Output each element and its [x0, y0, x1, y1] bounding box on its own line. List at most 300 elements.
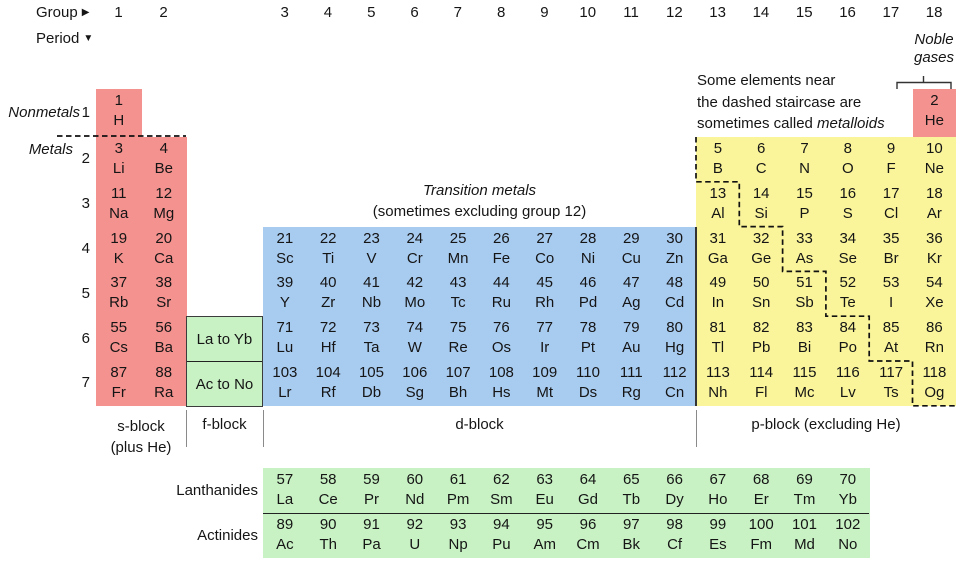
element-cell-ni — [566, 227, 610, 272]
atomic-number: 11 — [110, 184, 127, 202]
atomic-number: 56 — [155, 319, 173, 337]
element-symbol: Cs — [109, 339, 128, 357]
atomic-number: 67 — [709, 471, 727, 488]
element-symbol: Ir — [540, 339, 550, 357]
element-symbol: Ts — [883, 384, 899, 401]
element-cell-hg — [653, 316, 697, 361]
transition-metals-title: Transition metals — [422, 182, 537, 199]
atomic-number: 69 — [796, 471, 813, 488]
element-cell-sn — [739, 271, 783, 316]
atomic-number: 45 — [536, 274, 554, 292]
atomic-number: 102 — [835, 515, 861, 533]
element-cell-lr — [263, 361, 307, 406]
atomic-number: 39 — [276, 274, 294, 292]
element-symbol: Rb — [109, 294, 129, 312]
period-axis-text: Period — [36, 30, 80, 47]
element-cell-br — [869, 227, 913, 272]
element-cell-sm — [480, 468, 524, 513]
d-p-block-divider-line — [695, 227, 697, 407]
element-cell-dy — [653, 468, 697, 513]
atomic-number: 16 — [839, 184, 857, 202]
element-symbol: Hg — [664, 339, 685, 357]
element-cell-i — [869, 271, 913, 316]
atomic-number: 79 — [622, 319, 640, 337]
element-cell-ho — [696, 468, 740, 513]
element-symbol: U — [409, 535, 421, 553]
element-symbol: Cr — [406, 249, 423, 267]
element-symbol: Sn — [752, 294, 771, 312]
group-number-8: 8 — [496, 4, 506, 21]
atomic-number: 80 — [666, 319, 683, 337]
element-symbol: Pb — [752, 339, 771, 357]
element-symbol: Pa — [362, 535, 381, 553]
element-symbol: Cn — [664, 384, 685, 401]
atomic-number: 114 — [749, 364, 774, 381]
atomic-number: 48 — [666, 274, 683, 292]
element-symbol: Th — [319, 535, 337, 553]
element-cell-p — [783, 182, 827, 227]
element-cell-la — [263, 468, 307, 513]
group-number-6: 6 — [410, 4, 419, 21]
atomic-number: 73 — [363, 319, 380, 337]
element-symbol: Cf — [667, 535, 683, 553]
element-cell-rb — [96, 271, 142, 316]
atomic-number: 44 — [493, 274, 510, 292]
element-symbol: I — [889, 294, 894, 312]
atomic-number: 101 — [791, 515, 817, 533]
element-cell-nd — [393, 468, 437, 513]
atomic-number: 36 — [926, 229, 943, 247]
metals-label: Metals — [28, 141, 73, 158]
atomic-number: 115 — [792, 364, 817, 381]
atomic-number: 66 — [666, 471, 683, 488]
nonmetals-label: Nonmetals — [8, 104, 80, 121]
atomic-number: 98 — [666, 515, 683, 533]
element-cell-ta — [350, 316, 394, 361]
element-symbol: Ce — [318, 491, 338, 508]
element-cell-au — [609, 316, 653, 361]
atomic-number: 41 — [363, 274, 380, 292]
atomic-number: 51 — [796, 274, 813, 292]
element-symbol: Zn — [665, 249, 684, 267]
element-cell-cu — [609, 227, 653, 272]
atomic-number: 31 — [709, 229, 727, 247]
atomic-number: 103 — [272, 364, 298, 381]
element-cell-tc — [436, 271, 480, 316]
element-cell-te — [826, 271, 870, 316]
element-cell-al — [696, 182, 740, 227]
element-symbol: Mg — [153, 204, 175, 222]
atomic-number: 108 — [488, 364, 514, 381]
element-cell-ce — [306, 468, 350, 513]
group-number-2: 2 — [159, 4, 168, 21]
atomic-number: 64 — [579, 471, 597, 488]
element-symbol: Nd — [405, 491, 425, 508]
element-cell-lv — [826, 361, 870, 406]
atomic-number: 93 — [449, 515, 467, 533]
element-symbol: Sr — [156, 294, 172, 312]
element-cell-tl — [696, 316, 740, 361]
element-symbol: In — [711, 294, 725, 312]
element-cell-mg — [141, 182, 187, 227]
atomic-number: 116 — [835, 364, 860, 381]
element-symbol: O — [841, 160, 854, 177]
s-block-label-line2: (plus He) — [110, 439, 172, 456]
element-symbol: Cu — [621, 249, 641, 267]
element-symbol: Cl — [884, 204, 899, 222]
element-symbol: Re — [448, 339, 468, 357]
atomic-number: 62 — [493, 471, 510, 488]
element-cell-v — [350, 227, 394, 272]
atomic-number: 91 — [363, 515, 380, 533]
atomic-number: 77 — [536, 319, 554, 337]
atomic-number: 109 — [532, 364, 558, 381]
element-symbol: Yb — [838, 491, 857, 508]
element-cell-mt — [523, 361, 567, 406]
element-cell-na — [96, 182, 142, 227]
element-symbol: Os — [491, 339, 511, 357]
element-symbol: Te — [839, 294, 856, 312]
atomic-number: 112 — [662, 364, 687, 381]
element-cell-b — [696, 137, 740, 182]
element-cell-u — [393, 513, 437, 558]
group-number-13: 13 — [709, 4, 726, 21]
element-cell-eu — [523, 468, 567, 513]
element-symbol: Ne — [924, 160, 944, 177]
element-cell-n — [783, 137, 827, 182]
element-cell-s — [826, 182, 870, 227]
element-cell-cm — [566, 513, 610, 558]
element-symbol: W — [407, 339, 422, 357]
element-cell-se — [826, 227, 870, 272]
element-symbol: Si — [754, 204, 768, 222]
element-symbol: Ni — [580, 249, 596, 267]
period-down-arrow-icon: ▼ — [83, 33, 94, 44]
atomic-number: 15 — [796, 184, 813, 202]
element-cell-in — [696, 271, 740, 316]
atomic-number: 63 — [536, 471, 554, 488]
element-cell-kr — [913, 227, 957, 272]
element-cell-pb — [739, 316, 783, 361]
atomic-number: 85 — [882, 319, 900, 337]
atomic-number: 21 — [276, 229, 294, 247]
atomic-number: 96 — [579, 515, 597, 533]
atomic-number: 8 — [843, 140, 852, 157]
element-symbol: Pt — [580, 339, 596, 357]
period-number-3: 3 — [81, 195, 90, 213]
element-symbol: Sm — [490, 491, 513, 508]
atomic-number: 87 — [110, 364, 128, 381]
element-symbol: B — [712, 160, 723, 177]
element-cell-cn — [653, 361, 697, 406]
element-symbol: Og — [924, 384, 945, 401]
atomic-number: 106 — [402, 364, 428, 381]
atomic-number: 81 — [709, 319, 727, 337]
element-symbol: Fl — [754, 384, 768, 401]
element-symbol: Dy — [665, 491, 684, 508]
atomic-number: 22 — [319, 229, 337, 247]
element-cell-og — [913, 361, 957, 406]
atomic-number: 86 — [926, 319, 943, 337]
element-symbol: Pd — [578, 294, 598, 312]
metalloid-note-line3-prefix: sometimes called — [697, 115, 818, 132]
atomic-number: 57 — [276, 471, 294, 488]
element-cell-ra — [141, 361, 187, 406]
element-cell-zr — [306, 271, 350, 316]
element-cell-ca — [141, 227, 187, 272]
element-symbol: S — [842, 204, 853, 222]
element-cell-bh — [436, 361, 480, 406]
element-symbol: At — [883, 339, 899, 357]
element-cell-hs — [480, 361, 524, 406]
atomic-number: 30 — [666, 229, 683, 247]
atomic-number: 70 — [839, 471, 857, 488]
element-cell-md — [783, 513, 827, 558]
element-symbol: Bi — [797, 339, 812, 357]
metalloid-note-line1: Some elements near — [697, 72, 836, 89]
element-symbol: Rg — [621, 384, 641, 401]
element-cell-mc — [783, 361, 827, 406]
atomic-number: 37 — [110, 274, 128, 292]
element-symbol: Pu — [492, 535, 511, 553]
atomic-number: 7 — [800, 140, 809, 157]
atomic-number: 107 — [445, 364, 471, 381]
element-symbol: Ds — [578, 384, 598, 401]
element-symbol: Bh — [448, 384, 468, 401]
element-symbol: Fe — [492, 249, 511, 267]
element-cell-ne — [913, 137, 957, 182]
element-symbol: Es — [709, 535, 727, 553]
element-symbol: Li — [112, 160, 125, 177]
atomic-number: 40 — [319, 274, 337, 292]
element-symbol: Am — [533, 535, 556, 553]
atomic-number: 13 — [709, 184, 727, 202]
atomic-number: 23 — [363, 229, 380, 247]
element-symbol: Cd — [664, 294, 685, 312]
group-number-5: 5 — [367, 4, 376, 21]
element-cell-ag — [609, 271, 653, 316]
atomic-number: 25 — [449, 229, 467, 247]
element-cell-es — [696, 513, 740, 558]
atomic-number: 55 — [110, 319, 128, 337]
noble-gases-line1: Noble — [914, 31, 954, 48]
element-symbol: Al — [711, 204, 725, 222]
atomic-number: 49 — [709, 274, 727, 292]
atomic-number: 14 — [752, 184, 770, 202]
element-symbol: Au — [622, 339, 641, 357]
element-symbol: Nb — [361, 294, 382, 312]
atomic-number: 35 — [882, 229, 900, 247]
group-number-7: 7 — [453, 4, 462, 21]
noble-gases-label — [896, 31, 960, 67]
element-cell-ti — [306, 227, 350, 272]
group-number-17: 17 — [882, 4, 900, 21]
atomic-number: 54 — [926, 274, 943, 292]
atomic-number: 59 — [363, 471, 380, 488]
group-axis-label — [36, 4, 89, 21]
element-cell-lu — [263, 316, 307, 361]
element-symbol: Tb — [622, 491, 641, 508]
atomic-number: 19 — [110, 229, 128, 247]
element-cell-zn — [653, 227, 697, 272]
element-symbol: Lr — [278, 384, 292, 401]
element-cell-sr — [141, 271, 187, 316]
atomic-number: 33 — [796, 229, 813, 247]
atomic-number: 61 — [449, 471, 467, 488]
element-symbol: F — [886, 160, 896, 177]
ac-to-no-cell: Ac to No — [195, 376, 254, 394]
element-cell-mn — [436, 227, 480, 272]
element-cell-np — [436, 513, 480, 558]
atomic-number: 71 — [276, 319, 294, 337]
p-block-label: p-block (excluding He) — [751, 416, 901, 433]
atomic-number: 3 — [114, 140, 123, 157]
element-cell-os — [480, 316, 524, 361]
element-symbol: C — [755, 160, 767, 177]
element-symbol: Ta — [363, 339, 380, 357]
element-symbol: Ra — [154, 384, 174, 401]
group-number-10: 10 — [579, 4, 597, 21]
period-number-1: 1 — [81, 104, 90, 121]
element-cell-rn — [913, 316, 957, 361]
atomic-number: 117 — [879, 364, 904, 381]
element-cell-o — [826, 137, 870, 182]
element-symbol: Lu — [276, 339, 294, 357]
group-number-4: 4 — [323, 4, 333, 21]
f-block-placeholder — [186, 316, 264, 407]
atomic-number: 12 — [155, 184, 173, 202]
element-symbol: Ru — [491, 294, 511, 312]
element-symbol: Po — [838, 339, 857, 357]
atomic-number: 92 — [406, 515, 424, 533]
atomic-number: 9 — [886, 140, 896, 157]
element-cell-fl — [739, 361, 783, 406]
element-symbol: No — [838, 535, 858, 553]
noble-gases-bracket — [897, 76, 951, 89]
atomic-number: 4 — [159, 140, 168, 157]
element-cell-ts — [869, 361, 913, 406]
element-symbol: Md — [794, 535, 815, 553]
atomic-number: 110 — [576, 364, 600, 381]
element-symbol: Rn — [924, 339, 944, 357]
element-cell-nb — [350, 271, 394, 316]
atomic-number: 47 — [622, 274, 640, 292]
atomic-number: 1 — [114, 92, 123, 109]
atomic-number: 50 — [752, 274, 770, 292]
element-cell-sg — [393, 361, 437, 406]
la-to-yb-cell: La to Yb — [196, 330, 253, 348]
s-block-label-line1: s-block — [117, 418, 165, 435]
element-cell-si — [739, 182, 783, 227]
element-symbol: As — [795, 249, 814, 267]
element-symbol: Na — [109, 204, 129, 222]
element-symbol: Tl — [711, 339, 725, 357]
atomic-number: 118 — [922, 364, 947, 381]
element-cell-gd — [566, 468, 610, 513]
element-cell-mo — [393, 271, 437, 316]
element-symbol: Xe — [925, 294, 944, 312]
element-cell-ru — [480, 271, 524, 316]
element-cell-cr — [393, 227, 437, 272]
atomic-number: 90 — [319, 515, 337, 533]
group-number-12: 12 — [665, 4, 683, 21]
element-symbol: K — [113, 249, 124, 267]
element-symbol: Tc — [450, 294, 466, 312]
element-cell-rf — [306, 361, 350, 406]
element-cell-he — [913, 89, 957, 138]
element-symbol: Pr — [363, 491, 379, 508]
atomic-number: 53 — [882, 274, 900, 292]
element-cell-y — [263, 271, 307, 316]
element-symbol: Np — [448, 535, 468, 553]
element-cell-yb — [826, 468, 870, 513]
atomic-number: 105 — [358, 364, 384, 381]
element-cell-k — [96, 227, 142, 272]
atomic-number: 76 — [493, 319, 510, 337]
element-cell-pu — [480, 513, 524, 558]
element-symbol: Sg — [405, 384, 424, 401]
atomic-number: 84 — [839, 319, 857, 337]
atomic-number: 113 — [705, 364, 730, 381]
atomic-number: 34 — [839, 229, 857, 247]
element-cell-pm — [436, 468, 480, 513]
element-cell-xe — [913, 271, 957, 316]
metalloid-note-line2: the dashed staircase are — [697, 93, 862, 111]
element-symbol: Pm — [446, 491, 470, 508]
element-symbol: Ac — [276, 535, 294, 553]
element-symbol: Bk — [622, 535, 641, 553]
group-number-18: 18 — [925, 4, 943, 21]
atomic-number: 72 — [319, 319, 337, 337]
atomic-number: 89 — [276, 515, 294, 533]
element-cell-pa — [350, 513, 394, 558]
period-number-2: 2 — [81, 150, 90, 168]
element-cell-ar — [913, 182, 957, 227]
element-cell-rh — [523, 271, 567, 316]
element-symbol: Fr — [111, 384, 126, 401]
element-symbol: Rf — [320, 384, 336, 401]
group-number-3: 3 — [280, 4, 289, 21]
element-cell-c — [739, 137, 783, 182]
element-cell-er — [739, 468, 783, 513]
element-cell-ac — [263, 513, 307, 558]
element-cell-bk — [609, 513, 653, 558]
element-symbol: Nh — [708, 384, 728, 401]
element-symbol: Fm — [750, 535, 773, 553]
element-cell-fe — [480, 227, 524, 272]
metalloid-note — [697, 70, 885, 135]
element-symbol: He — [924, 112, 944, 129]
element-symbol: Sb — [795, 294, 814, 312]
element-cell-db — [350, 361, 394, 406]
element-symbol: Db — [361, 384, 382, 401]
atomic-number: 10 — [926, 140, 943, 157]
atomic-number: 104 — [315, 364, 341, 381]
element-cell-co — [523, 227, 567, 272]
atomic-number: 6 — [757, 140, 766, 157]
element-symbol: Hs — [492, 384, 511, 401]
element-cell-at — [869, 316, 913, 361]
element-symbol: Ga — [707, 249, 728, 267]
element-symbol: Co — [535, 249, 555, 267]
element-symbol: Sc — [276, 249, 294, 267]
group-number-1: 1 — [114, 4, 123, 21]
atomic-number: 68 — [752, 471, 770, 488]
element-symbol: La — [276, 491, 294, 508]
atomic-number: 111 — [619, 364, 643, 381]
element-cell-as — [783, 227, 827, 272]
element-cell-w — [393, 316, 437, 361]
